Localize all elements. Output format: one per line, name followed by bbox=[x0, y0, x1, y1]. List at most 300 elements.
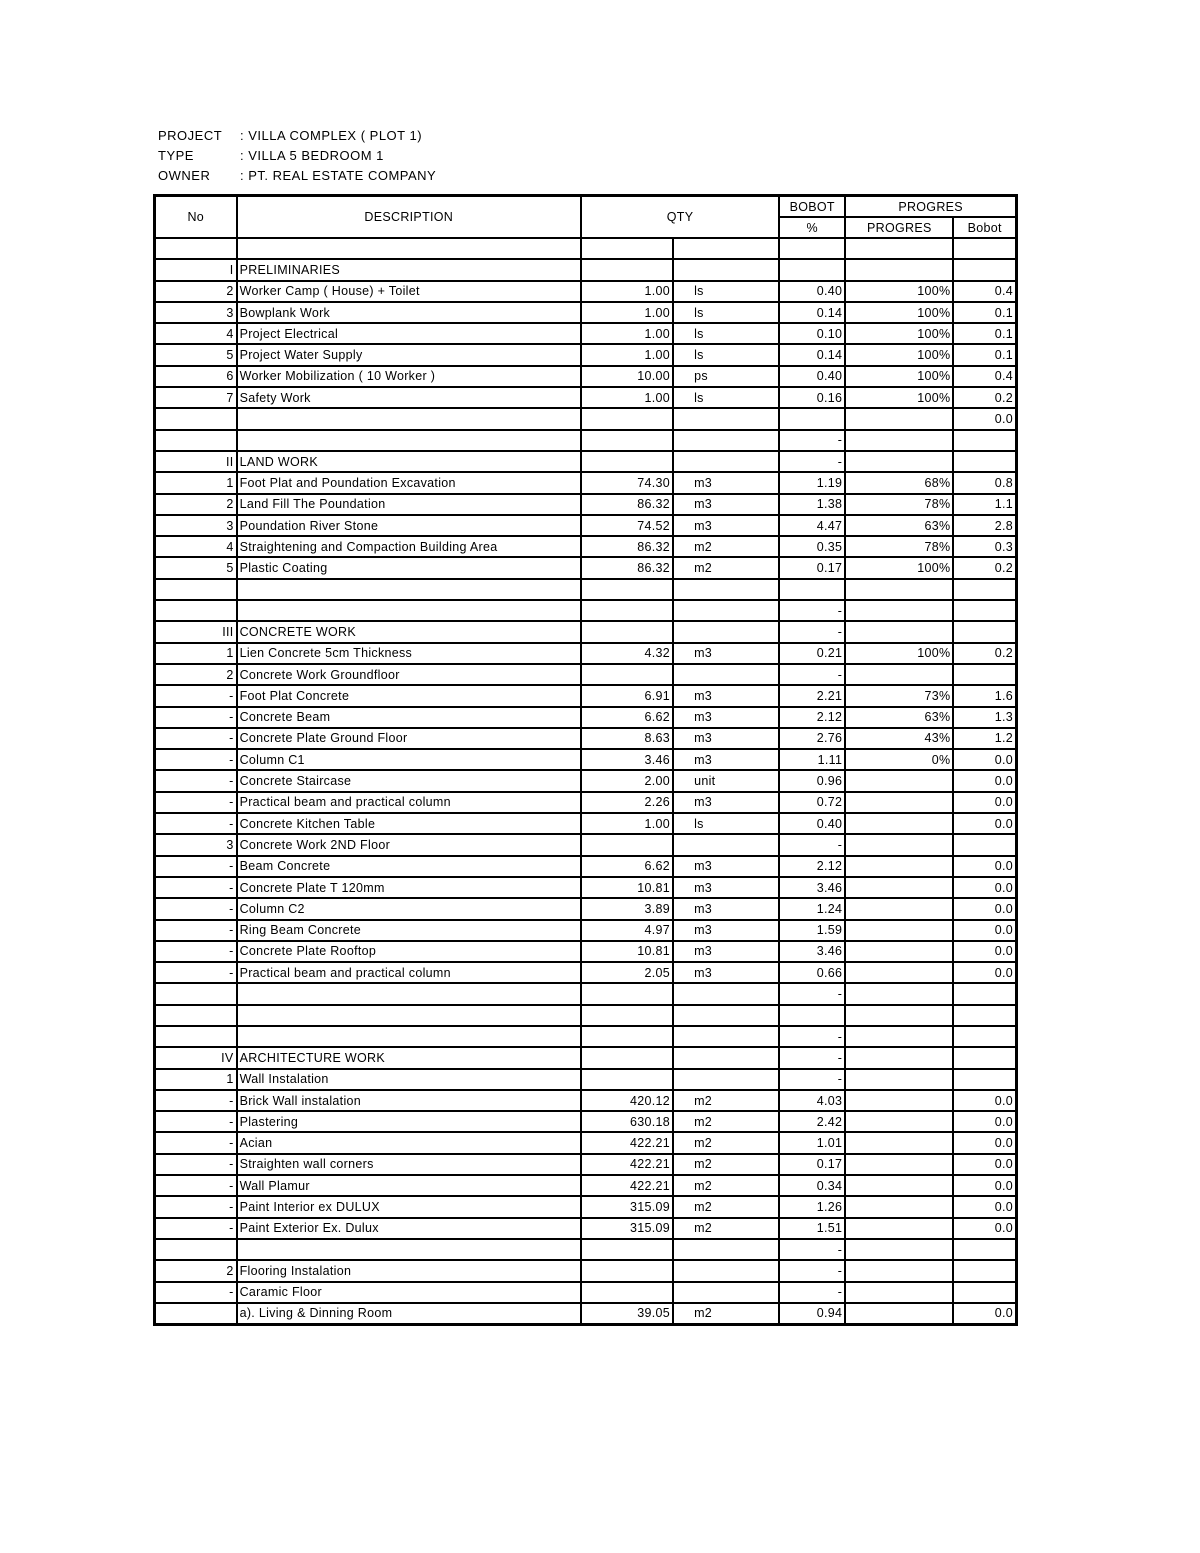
row-qty: 1.00 bbox=[581, 813, 673, 834]
table-row bbox=[155, 707, 1017, 728]
row-qty: 630.18 bbox=[581, 1111, 673, 1132]
row-bobot: 0.40 bbox=[779, 281, 845, 302]
row-no: 4 bbox=[155, 536, 237, 557]
row-unit: ls bbox=[673, 302, 779, 323]
row-unit bbox=[673, 983, 779, 1004]
row-qty bbox=[581, 1047, 673, 1068]
row-unit bbox=[673, 408, 779, 429]
row-no: 5 bbox=[155, 344, 237, 365]
row-description: Acian bbox=[237, 1132, 581, 1153]
row-progres bbox=[845, 579, 953, 600]
row-unit: ps bbox=[673, 366, 779, 387]
row-qty: 3.46 bbox=[581, 749, 673, 770]
table-row bbox=[155, 898, 1017, 919]
row-unit: m2 bbox=[673, 1196, 779, 1217]
row-qty: 4.97 bbox=[581, 920, 673, 941]
row-bobot: - bbox=[779, 1282, 845, 1303]
row-qty: 315.09 bbox=[581, 1218, 673, 1239]
row-description: Plastering bbox=[237, 1111, 581, 1132]
table-row bbox=[155, 515, 1017, 536]
row-progres bbox=[845, 451, 953, 472]
row-description: Foot Plat Concrete bbox=[237, 685, 581, 706]
row-bobot-progres: 0.0 bbox=[953, 1175, 1016, 1196]
project-label: PROJECT bbox=[158, 128, 223, 143]
row-qty: 422.21 bbox=[581, 1132, 673, 1153]
row-no: 1 bbox=[155, 472, 237, 493]
row-qty: 86.32 bbox=[581, 557, 673, 578]
row-bobot: 2.12 bbox=[779, 707, 845, 728]
row-unit: m3 bbox=[673, 707, 779, 728]
row-bobot-progres: 0.2 bbox=[953, 557, 1016, 578]
row-progres bbox=[845, 1303, 953, 1325]
table-row bbox=[155, 983, 1017, 1004]
row-unit: m3 bbox=[673, 920, 779, 941]
row-bobot-progres: 0.0 bbox=[953, 1218, 1016, 1239]
row-bobot-progres bbox=[953, 1026, 1016, 1047]
row-progres: 68% bbox=[845, 472, 953, 493]
row-bobot-progres: 0.2 bbox=[953, 643, 1016, 664]
table-row bbox=[155, 259, 1017, 280]
row-progres bbox=[845, 1005, 953, 1026]
col-header-progres: PROGRES bbox=[845, 196, 1016, 218]
progress-table bbox=[153, 194, 1018, 1326]
row-bobot-progres: 0.0 bbox=[953, 941, 1016, 962]
row-progres bbox=[845, 792, 953, 813]
row-bobot: 2.42 bbox=[779, 1111, 845, 1132]
row-bobot-progres: 1.2 bbox=[953, 728, 1016, 749]
type-label: TYPE bbox=[158, 148, 194, 163]
row-description: Straighten wall corners bbox=[237, 1154, 581, 1175]
table-row bbox=[155, 451, 1017, 472]
row-bobot: - bbox=[779, 983, 845, 1004]
row-progres bbox=[845, 1026, 953, 1047]
row-unit bbox=[673, 600, 779, 621]
row-bobot: 0.96 bbox=[779, 770, 845, 791]
row-no: - bbox=[155, 1282, 237, 1303]
row-qty: 2.26 bbox=[581, 792, 673, 813]
row-progres bbox=[845, 1154, 953, 1175]
row-qty: 86.32 bbox=[581, 494, 673, 515]
row-progres: 100% bbox=[845, 302, 953, 323]
row-description: a). Living & Dinning Room bbox=[237, 1303, 581, 1325]
row-progres bbox=[845, 834, 953, 855]
row-no: - bbox=[155, 1090, 237, 1111]
row-bobot: 1.38 bbox=[779, 494, 845, 515]
row-progres bbox=[845, 813, 953, 834]
row-no: - bbox=[155, 770, 237, 791]
row-qty: 10.00 bbox=[581, 366, 673, 387]
row-unit bbox=[673, 451, 779, 472]
table-row bbox=[155, 792, 1017, 813]
row-qty bbox=[581, 600, 673, 621]
row-no bbox=[155, 430, 237, 451]
row-unit bbox=[673, 430, 779, 451]
row-bobot-progres bbox=[953, 834, 1016, 855]
row-description: Project Electrical bbox=[237, 323, 581, 344]
row-description: Wall Instalation bbox=[237, 1069, 581, 1090]
row-unit bbox=[673, 1047, 779, 1068]
row-unit: unit bbox=[673, 770, 779, 791]
row-unit bbox=[673, 834, 779, 855]
row-no bbox=[155, 1303, 237, 1325]
row-no bbox=[155, 579, 237, 600]
row-bobot: 1.01 bbox=[779, 1132, 845, 1153]
row-bobot-progres: 0.0 bbox=[953, 792, 1016, 813]
row-bobot: - bbox=[779, 1026, 845, 1047]
row-description: Lien Concrete 5cm Thickness bbox=[237, 643, 581, 664]
row-progres bbox=[845, 259, 953, 280]
row-bobot: - bbox=[779, 621, 845, 642]
col-header-bobot-sub: Bobot bbox=[953, 217, 1016, 238]
row-bobot: 4.03 bbox=[779, 1090, 845, 1111]
row-progres bbox=[845, 1282, 953, 1303]
table-row bbox=[155, 1218, 1017, 1239]
table-row bbox=[155, 472, 1017, 493]
row-bobot-progres: 0.0 bbox=[953, 1196, 1016, 1217]
row-description: Practical beam and practical column bbox=[237, 792, 581, 813]
row-description: LAND WORK bbox=[237, 451, 581, 472]
row-description: Safety Work bbox=[237, 387, 581, 408]
col-header-bobot-unit: % bbox=[779, 217, 845, 238]
row-no: - bbox=[155, 1175, 237, 1196]
row-unit: m3 bbox=[673, 643, 779, 664]
row-description: Straightening and Compaction Building Area bbox=[237, 536, 581, 557]
row-no: 2 bbox=[155, 1260, 237, 1281]
row-qty bbox=[581, 1260, 673, 1281]
table-row bbox=[155, 557, 1017, 578]
row-no: III bbox=[155, 621, 237, 642]
table-body bbox=[155, 238, 1017, 1325]
row-description: Project Water Supply bbox=[237, 344, 581, 365]
row-no: 2 bbox=[155, 664, 237, 685]
row-no: 3 bbox=[155, 834, 237, 855]
row-qty bbox=[581, 621, 673, 642]
row-bobot: - bbox=[779, 430, 845, 451]
row-bobot-progres bbox=[953, 259, 1016, 280]
row-qty bbox=[581, 259, 673, 280]
row-no: - bbox=[155, 1196, 237, 1217]
row-qty: 2.00 bbox=[581, 770, 673, 791]
table-row bbox=[155, 1239, 1017, 1260]
row-unit: m2 bbox=[673, 1132, 779, 1153]
row-no: 6 bbox=[155, 366, 237, 387]
row-bobot: 0.72 bbox=[779, 792, 845, 813]
row-qty bbox=[581, 983, 673, 1004]
row-qty bbox=[581, 430, 673, 451]
row-bobot-progres bbox=[953, 579, 1016, 600]
table-row bbox=[155, 856, 1017, 877]
row-progres bbox=[845, 770, 953, 791]
row-no: - bbox=[155, 1111, 237, 1132]
row-description: Foot Plat and Poundation Excavation bbox=[237, 472, 581, 493]
row-progres bbox=[845, 920, 953, 941]
row-description bbox=[237, 600, 581, 621]
table-row bbox=[155, 366, 1017, 387]
row-bobot: 1.59 bbox=[779, 920, 845, 941]
row-no: - bbox=[155, 877, 237, 898]
table-row bbox=[155, 813, 1017, 834]
row-unit: m3 bbox=[673, 728, 779, 749]
row-progres: 63% bbox=[845, 515, 953, 536]
row-qty bbox=[581, 408, 673, 429]
row-progres bbox=[845, 1239, 953, 1260]
row-progres bbox=[845, 856, 953, 877]
row-progres bbox=[845, 983, 953, 1004]
project-value: : VILLA COMPLEX ( PLOT 1) bbox=[240, 128, 423, 143]
row-unit: ls bbox=[673, 813, 779, 834]
row-bobot bbox=[779, 259, 845, 280]
row-no: - bbox=[155, 962, 237, 983]
row-unit: ls bbox=[673, 323, 779, 344]
row-qty: 1.00 bbox=[581, 323, 673, 344]
row-progres bbox=[845, 1218, 953, 1239]
row-description: Column C2 bbox=[237, 898, 581, 919]
table-row bbox=[155, 643, 1017, 664]
row-bobot: - bbox=[779, 1069, 845, 1090]
row-description: Caramic Floor bbox=[237, 1282, 581, 1303]
row-qty: 6.91 bbox=[581, 685, 673, 706]
row-progres bbox=[845, 1196, 953, 1217]
row-bobot: 0.17 bbox=[779, 1154, 845, 1175]
row-qty: 420.12 bbox=[581, 1090, 673, 1111]
row-bobot: 0.35 bbox=[779, 536, 845, 557]
row-unit bbox=[673, 621, 779, 642]
row-no: - bbox=[155, 792, 237, 813]
row-progres bbox=[845, 408, 953, 429]
type-value: : VILLA 5 BEDROOM 1 bbox=[240, 148, 384, 163]
row-progres: 100% bbox=[845, 557, 953, 578]
row-description bbox=[237, 1026, 581, 1047]
row-qty: 74.30 bbox=[581, 472, 673, 493]
table-row bbox=[155, 1282, 1017, 1303]
table-row bbox=[155, 494, 1017, 515]
row-unit: m3 bbox=[673, 941, 779, 962]
table-row bbox=[155, 962, 1017, 983]
row-qty bbox=[581, 664, 673, 685]
row-progres bbox=[845, 664, 953, 685]
row-progres: 100% bbox=[845, 281, 953, 302]
row-bobot: - bbox=[779, 834, 845, 855]
row-bobot-progres bbox=[953, 1282, 1016, 1303]
row-no: - bbox=[155, 813, 237, 834]
row-bobot: 0.94 bbox=[779, 1303, 845, 1325]
row-description: Practical beam and practical column bbox=[237, 962, 581, 983]
row-unit: m3 bbox=[673, 792, 779, 813]
table-row bbox=[155, 302, 1017, 323]
row-progres bbox=[845, 430, 953, 451]
row-unit bbox=[673, 1260, 779, 1281]
row-qty: 6.62 bbox=[581, 707, 673, 728]
row-bobot: 1.26 bbox=[779, 1196, 845, 1217]
row-unit: m2 bbox=[673, 1175, 779, 1196]
row-unit: ls bbox=[673, 281, 779, 302]
row-bobot bbox=[779, 238, 845, 259]
row-description bbox=[237, 430, 581, 451]
row-description bbox=[237, 238, 581, 259]
row-progres bbox=[845, 621, 953, 642]
row-bobot: 2.12 bbox=[779, 856, 845, 877]
row-bobot-progres: 0.0 bbox=[953, 1154, 1016, 1175]
row-qty bbox=[581, 238, 673, 259]
row-bobot: - bbox=[779, 1260, 845, 1281]
row-description: CONCRETE WORK bbox=[237, 621, 581, 642]
row-bobot bbox=[779, 579, 845, 600]
row-unit: ls bbox=[673, 387, 779, 408]
table-row bbox=[155, 770, 1017, 791]
row-description: Concrete Work Groundfloor bbox=[237, 664, 581, 685]
row-progres bbox=[845, 962, 953, 983]
row-bobot: 0.21 bbox=[779, 643, 845, 664]
table-row bbox=[155, 1260, 1017, 1281]
row-description: Concrete Kitchen Table bbox=[237, 813, 581, 834]
table-row bbox=[155, 579, 1017, 600]
row-description: Concrete Plate T 120mm bbox=[237, 877, 581, 898]
table-row bbox=[155, 1175, 1017, 1196]
row-bobot: 1.24 bbox=[779, 898, 845, 919]
table-row bbox=[155, 323, 1017, 344]
row-description: Beam Concrete bbox=[237, 856, 581, 877]
row-qty bbox=[581, 1005, 673, 1026]
row-bobot: - bbox=[779, 664, 845, 685]
row-qty: 1.00 bbox=[581, 387, 673, 408]
row-description: PRELIMINARIES bbox=[237, 259, 581, 280]
owner-row bbox=[158, 166, 436, 186]
row-bobot-progres bbox=[953, 451, 1016, 472]
row-bobot: 0.66 bbox=[779, 962, 845, 983]
row-qty bbox=[581, 1069, 673, 1090]
row-no: - bbox=[155, 1154, 237, 1175]
table-row bbox=[155, 1026, 1017, 1047]
row-qty: 74.52 bbox=[581, 515, 673, 536]
row-no bbox=[155, 1005, 237, 1026]
row-bobot-progres: 0.0 bbox=[953, 877, 1016, 898]
row-qty: 2.05 bbox=[581, 962, 673, 983]
row-no: - bbox=[155, 1218, 237, 1239]
row-unit bbox=[673, 664, 779, 685]
row-no: 2 bbox=[155, 281, 237, 302]
row-bobot: 1.51 bbox=[779, 1218, 845, 1239]
table-row bbox=[155, 749, 1017, 770]
table-row bbox=[155, 536, 1017, 557]
row-description: Column C1 bbox=[237, 749, 581, 770]
row-no: IV bbox=[155, 1047, 237, 1068]
row-unit bbox=[673, 579, 779, 600]
row-bobot: - bbox=[779, 451, 845, 472]
row-unit: m3 bbox=[673, 877, 779, 898]
row-unit bbox=[673, 1239, 779, 1260]
row-qty: 39.05 bbox=[581, 1303, 673, 1325]
row-progres bbox=[845, 1111, 953, 1132]
row-progres: 63% bbox=[845, 707, 953, 728]
row-bobot: 2.21 bbox=[779, 685, 845, 706]
row-bobot: 1.19 bbox=[779, 472, 845, 493]
row-qty: 422.21 bbox=[581, 1154, 673, 1175]
row-bobot: - bbox=[779, 1239, 845, 1260]
row-unit bbox=[673, 259, 779, 280]
table-row bbox=[155, 621, 1017, 642]
table-row bbox=[155, 1090, 1017, 1111]
row-bobot: 3.46 bbox=[779, 941, 845, 962]
row-description bbox=[237, 579, 581, 600]
row-qty: 1.00 bbox=[581, 281, 673, 302]
row-no bbox=[155, 1026, 237, 1047]
row-no: 4 bbox=[155, 323, 237, 344]
row-bobot-progres: 0.0 bbox=[953, 749, 1016, 770]
row-qty bbox=[581, 579, 673, 600]
table-row bbox=[155, 387, 1017, 408]
table-row bbox=[155, 238, 1017, 259]
row-qty: 422.21 bbox=[581, 1175, 673, 1196]
row-progres: 43% bbox=[845, 728, 953, 749]
table-row bbox=[155, 430, 1017, 451]
table-row bbox=[155, 664, 1017, 685]
row-no: - bbox=[155, 856, 237, 877]
row-bobot-progres: 0.0 bbox=[953, 856, 1016, 877]
row-no: II bbox=[155, 451, 237, 472]
row-no: 3 bbox=[155, 515, 237, 536]
row-bobot-progres: 0.3 bbox=[953, 536, 1016, 557]
row-bobot-progres bbox=[953, 238, 1016, 259]
row-unit bbox=[673, 238, 779, 259]
row-description: Brick Wall instalation bbox=[237, 1090, 581, 1111]
row-qty: 10.81 bbox=[581, 941, 673, 962]
row-no: - bbox=[155, 1132, 237, 1153]
row-bobot-progres: 0.1 bbox=[953, 344, 1016, 365]
row-bobot: - bbox=[779, 600, 845, 621]
row-bobot: 0.17 bbox=[779, 557, 845, 578]
row-bobot-progres bbox=[953, 1260, 1016, 1281]
row-progres bbox=[845, 1047, 953, 1068]
row-bobot-progres: 0.2 bbox=[953, 387, 1016, 408]
row-progres: 73% bbox=[845, 685, 953, 706]
row-bobot-progres: 0.0 bbox=[953, 920, 1016, 941]
row-no: 1 bbox=[155, 643, 237, 664]
row-bobot-progres: 0.0 bbox=[953, 1132, 1016, 1153]
table-row bbox=[155, 877, 1017, 898]
table-row bbox=[155, 1069, 1017, 1090]
row-bobot-progres bbox=[953, 1239, 1016, 1260]
row-bobot-progres bbox=[953, 1047, 1016, 1068]
col-header-description: DESCRIPTION bbox=[237, 196, 581, 239]
row-unit: m2 bbox=[673, 557, 779, 578]
row-bobot: 0.10 bbox=[779, 323, 845, 344]
row-bobot-progres: 0.0 bbox=[953, 408, 1016, 429]
row-qty bbox=[581, 1239, 673, 1260]
row-progres: 78% bbox=[845, 494, 953, 515]
row-unit: m2 bbox=[673, 1090, 779, 1111]
row-progres: 100% bbox=[845, 344, 953, 365]
row-progres bbox=[845, 877, 953, 898]
row-bobot-progres: 0.0 bbox=[953, 962, 1016, 983]
row-qty: 86.32 bbox=[581, 536, 673, 557]
row-no bbox=[155, 600, 237, 621]
row-no: 2 bbox=[155, 494, 237, 515]
row-bobot-progres bbox=[953, 430, 1016, 451]
row-no: 1 bbox=[155, 1069, 237, 1090]
row-bobot-progres: 0.1 bbox=[953, 302, 1016, 323]
table-row bbox=[155, 1047, 1017, 1068]
row-bobot: 0.34 bbox=[779, 1175, 845, 1196]
row-progres bbox=[845, 600, 953, 621]
row-progres: 78% bbox=[845, 536, 953, 557]
row-progres bbox=[845, 1132, 953, 1153]
row-description: Worker Camp ( House) + Toilet bbox=[237, 281, 581, 302]
row-progres: 100% bbox=[845, 643, 953, 664]
row-bobot-progres: 0.0 bbox=[953, 813, 1016, 834]
row-unit bbox=[673, 1026, 779, 1047]
row-unit: m3 bbox=[673, 472, 779, 493]
row-unit bbox=[673, 1005, 779, 1026]
